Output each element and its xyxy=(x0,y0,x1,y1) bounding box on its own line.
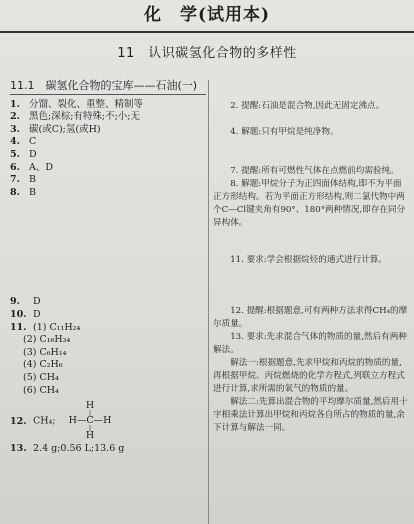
note-12: 12. 提醒:根据题意,可有两种方法求得CH₄的摩尔质量。 xyxy=(213,306,408,329)
note-4: 4. 解题:只有甲烷是纯净物。 xyxy=(230,127,339,137)
note-13-method-1: 解法一:根据题意,先求甲烷和丙烷的物质的量,再根据甲烷、丙烷燃烧的化学方程式,列联立方程式进行计算,求所需的氧气的物质的量。 xyxy=(213,358,405,394)
answer-3: 3. 碳(或C);氢(或H) xyxy=(10,123,101,135)
answer-7: 7. B xyxy=(10,174,36,186)
blank-space xyxy=(10,199,206,296)
methane-structural-formula: H | H—C—H | H xyxy=(68,400,112,442)
answer-12: 12. CH₄; H | H—C—H | H xyxy=(10,400,112,442)
note-2: 2. 提醒:石油是混合物,因此无固定沸点。 xyxy=(230,101,385,111)
answer-5: 5. D xyxy=(10,148,37,160)
answer-9: 9. D xyxy=(10,296,41,308)
section-title: 11.1 碳氢化合物的宝库——石油(一) xyxy=(10,80,206,95)
answer-6: 6. A、D xyxy=(10,161,53,173)
answer-11: 11. (1) C₁₁H₂₄ xyxy=(10,321,81,333)
answer-10: 10. D xyxy=(10,308,41,320)
answer-1: 1. 分馏、裂化、重整、精制等 xyxy=(10,98,144,110)
chapter-title: 11 认识碳氢化合物的多样性 xyxy=(117,46,297,61)
answer-11-part-4: (4) C₂H₆ xyxy=(23,359,63,371)
answer-4: 4. C xyxy=(10,136,37,148)
running-head: 化 学(试用本) xyxy=(143,5,271,25)
note-13-method-2: 解法二:先算出混合物的平均摩尔质量,然后用十字相乘法计算出甲烷和丙烷各自所占的物质的量,余下计算与解法一同。 xyxy=(213,397,408,433)
methane-formula: CH₄; xyxy=(33,415,56,427)
note-8: 8. 解题:甲烷分子为正四面体结构,即不为平面正方形结构。若为平面正方形结构,则二氯代物中两个C—Cl键夹角有90°、180°两种情况,即存在同分异构体。 xyxy=(213,179,406,228)
answers-column xyxy=(10,80,206,456)
answer-13: 13. 2.4 g;0.56 L;13.6 g xyxy=(10,443,125,455)
notes-column xyxy=(213,100,408,435)
column-divider xyxy=(208,80,209,524)
answer-11-part-6: (6) CH₄ xyxy=(23,384,59,396)
answer-8: 8. B xyxy=(10,186,36,198)
header-rule xyxy=(0,31,414,33)
note-11: 11. 要求:学会根据烷烃的通式进行计算。 xyxy=(230,255,387,265)
answer-11-part-5: (5) CH₄ xyxy=(23,371,59,383)
note-13: 13. 要求:先求混合气体的物质的量,然后有两种解法。 xyxy=(213,332,407,355)
answer-11-part-2: (2) C₁₆H₃₄ xyxy=(23,334,71,346)
answer-11-part-3: (3) C₆H₁₄ xyxy=(23,346,67,358)
answer-2: 2. 黑色;深棕;有特殊;不;小;无 xyxy=(10,111,141,123)
note-7: 7. 提醒:所有可燃性气体在点燃前均需验纯。 xyxy=(230,166,399,176)
